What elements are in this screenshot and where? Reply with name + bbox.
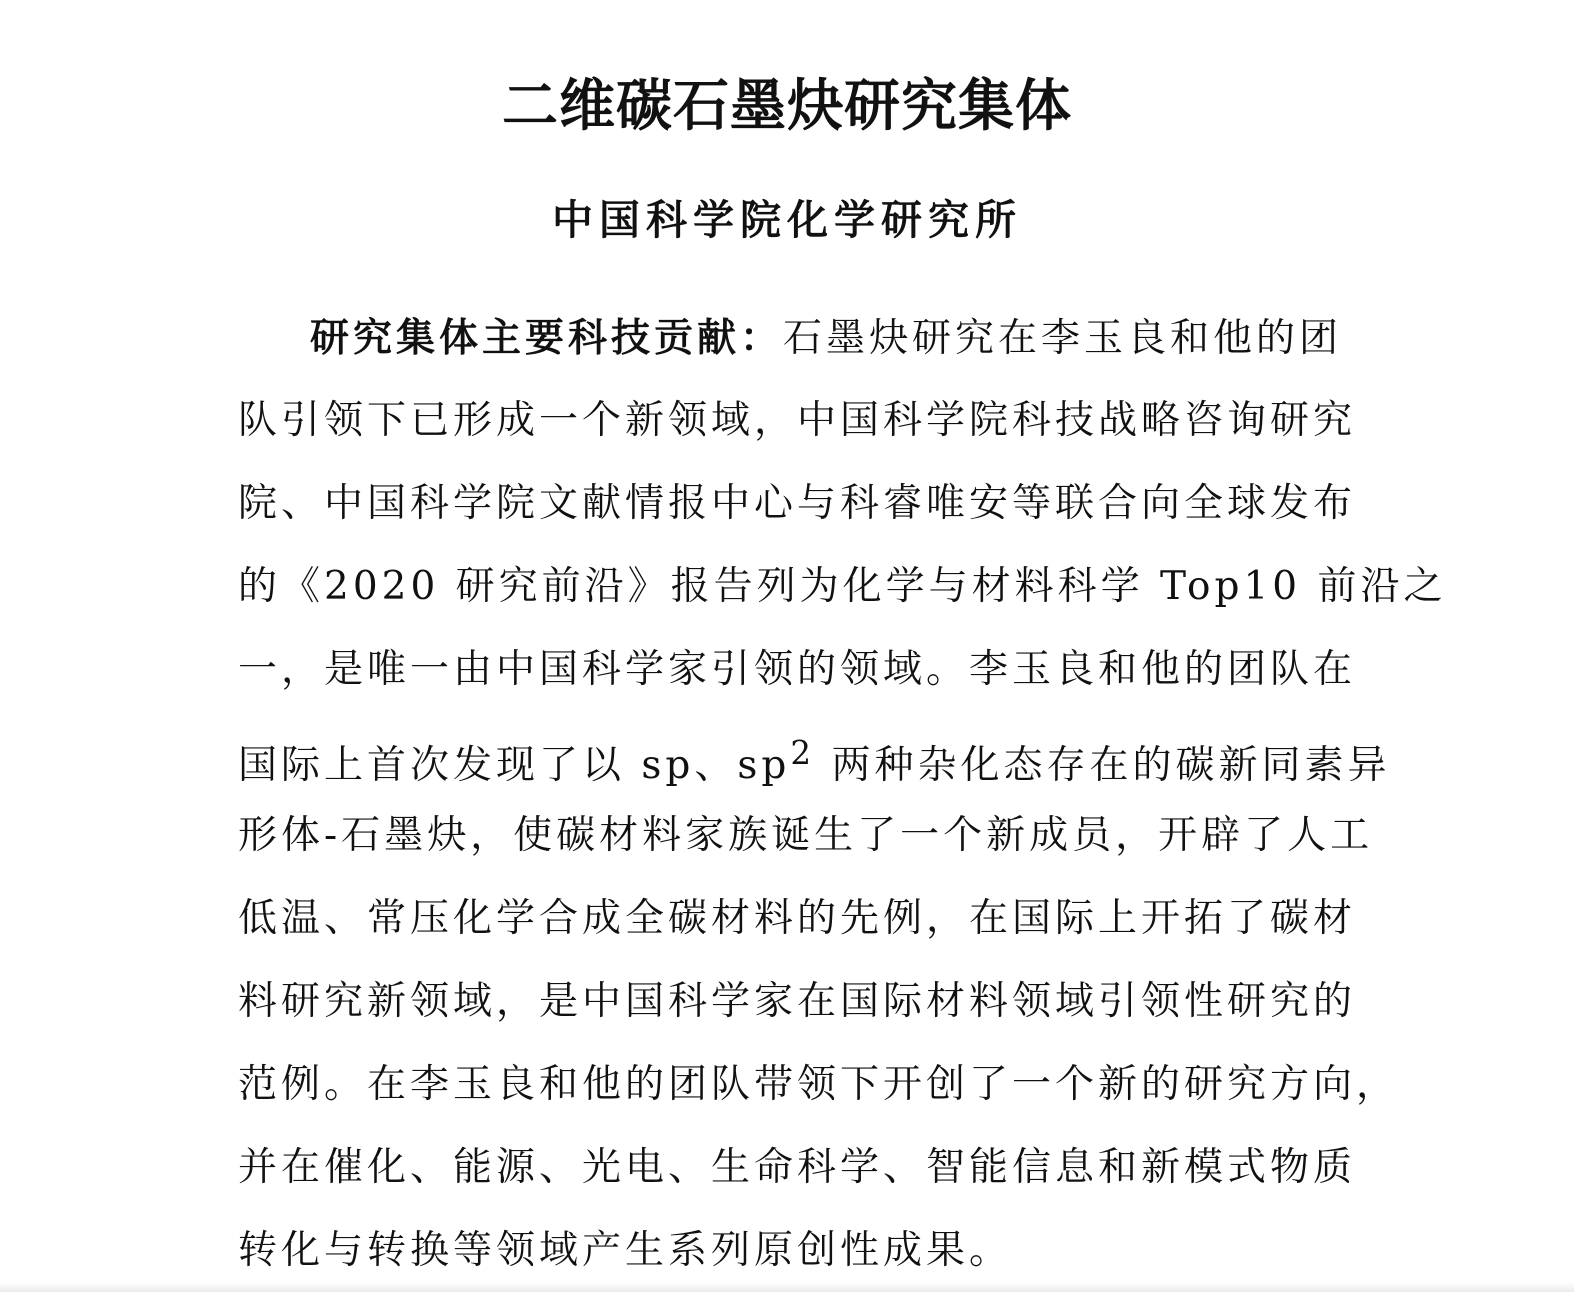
paragraph-line: 并在催化、能源、光电、生命科学、智能信息和新模式物质 bbox=[238, 1145, 1357, 1190]
paragraph-line-text: 石墨炔研究在李玉良和他的团 bbox=[783, 316, 1343, 361]
paragraph-line bbox=[238, 725, 1391, 808]
paragraph-line: 队引领下已形成一个新领域，中国科学院科技战略咨询研究 bbox=[238, 398, 1357, 443]
document-title: 二维碳石墨炔研究集体 bbox=[502, 73, 1072, 139]
paragraph-line: 院、中国科学院文献情报中心与科睿唯安等联合向全球发布 bbox=[238, 481, 1357, 526]
paragraph-line-text: 两种杂化态存在的碳新同素异 bbox=[815, 743, 1391, 788]
paragraph-line: 料研究新领域，是中国科学家在国际材料领域引领性研究的 bbox=[238, 979, 1357, 1024]
contribution-heading: 研究集体主要科技贡献： bbox=[310, 315, 784, 361]
body-paragraph bbox=[238, 310, 1447, 1306]
page-bottom-edge bbox=[0, 1282, 1574, 1292]
paragraph-line: 形体-石墨炔，使碳材料家族诞生了一个新成员，开辟了人工 bbox=[238, 813, 1374, 858]
paragraph-line-text: 国际上首次发现了以 sp、sp bbox=[238, 743, 791, 788]
paragraph-line: 低温、常压化学合成全碳材料的先例，在国际上开拓了碳材 bbox=[238, 896, 1357, 941]
paragraph-line: 转化与转换等领域产生系列原创性成果。 bbox=[238, 1228, 1013, 1273]
sp2-superscript: 2 bbox=[790, 734, 816, 772]
paragraph-line bbox=[238, 310, 1358, 393]
paragraph-line: 一，是唯一由中国科学家引领的领域。李玉良和他的团队在 bbox=[238, 647, 1357, 692]
paragraph-line: 范例。在李玉良和他的团队带领下开创了一个新的研究方向， bbox=[238, 1062, 1400, 1107]
institution-name: 中国科学院化学研究所 bbox=[552, 196, 1022, 244]
paragraph-line: 的《2020 研究前沿》报告列为化学与材料科学 Top10 前沿之 bbox=[238, 564, 1447, 609]
